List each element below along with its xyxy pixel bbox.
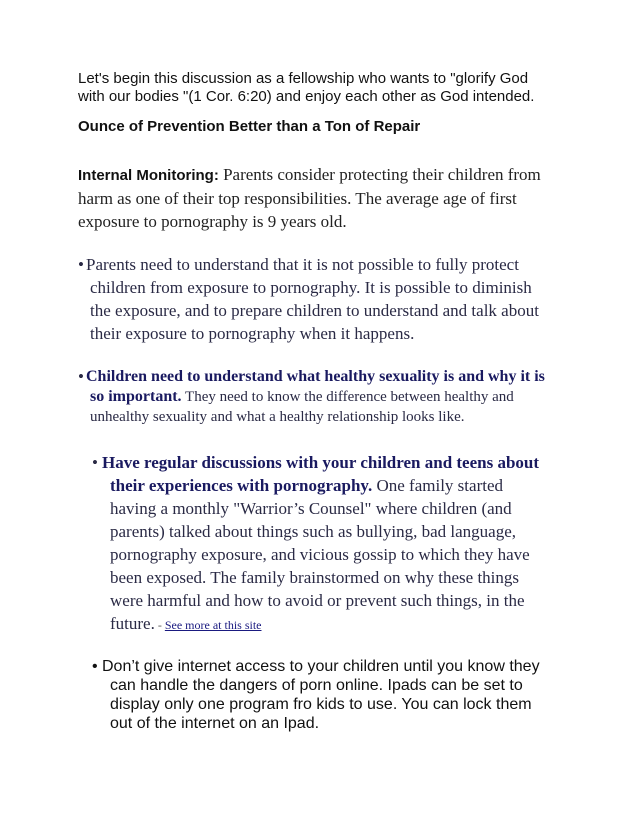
bullet-discussions-future: future.: [110, 614, 155, 633]
bullet-discussions-lead-1: Have regular discussions with your children and teens about: [102, 453, 540, 472]
document-page: [78, 70, 578, 733]
bullet-internet-line-4: out of the internet on an Ipad.: [110, 715, 320, 732]
bullet-parents: [78, 253, 578, 345]
bullet-discussions-line-4: parents) talked about things such as bullying, bad language,: [110, 522, 517, 541]
bullet-marker: •: [92, 453, 98, 472]
section-heading: Ounce of Prevention Better than a Ton of Repair: [78, 118, 421, 135]
internal-line-1: Parents consider protecting their children from: [218, 165, 541, 184]
bullet-internet-line-1: Don’t give internet access to your children until you know they: [102, 658, 540, 675]
bullet-internet-line-3: display only one program fro kids to use. You can lock them: [110, 696, 532, 713]
intro-line-1: Let's begin this discussion as a fellowship who wants to "glorify God: [78, 70, 529, 87]
bullet-marker: •: [92, 658, 98, 675]
bullet-discussions-line-5: pornography exposure, and vicious gossip to which they have: [110, 545, 530, 564]
bullet-discussions-line-2-rest: One family started: [372, 476, 503, 495]
bullet-children-lead-1: Children need to understand what healthy sexuality is and why it is: [86, 368, 545, 385]
bullet-marker: •: [78, 367, 84, 386]
see-more-link[interactable]: See more at this site: [164, 618, 262, 632]
intro-paragraph: [78, 70, 578, 106]
bullet-discussions-line-8: [100, 612, 578, 637]
bullet-parents-line-4: their exposure to pornography when it happens.: [90, 324, 415, 343]
bullet-internet-access: [92, 657, 578, 733]
bullet-discussions-line-7: were harmful and how to avoid or prevent such things, in the: [110, 591, 525, 610]
bullet-discussions-lead-2: their experiences with pornography.: [110, 476, 373, 495]
internal-line-3: exposure to pornography is 9 years old.: [78, 212, 347, 231]
bullet-discussions: [92, 451, 578, 637]
bullet-parents-line-2: children from exposure to pornography. It is possible to diminish: [90, 278, 532, 297]
internal-monitoring-label: Internal Monitoring:: [78, 167, 219, 184]
bullet-children-line-2-rest: They need to know the difference between healthy and: [181, 389, 514, 405]
bullet-discussions-line-3: having a monthly "Warrior’s Counsel" where children (and: [110, 499, 512, 518]
bullet-parents-line-1: Parents need to understand that it is not possible to fully protect: [86, 255, 519, 274]
bullet-children-line-2: [84, 387, 578, 407]
bullet-children: [78, 367, 578, 427]
bullet-marker: •: [78, 255, 84, 274]
bullet-parents-line-3: the exposure, and to prepare children to understand and talk about: [90, 301, 539, 320]
bullet-discussions-line-6: been exposed. The family brainstormed on why these things: [110, 568, 520, 587]
bullet-children-lead-2: so important.: [90, 388, 182, 405]
bullet-children-line-3: unhealthy sexuality and what a healthy relationship looks like.: [90, 409, 465, 425]
see-more-prefix: -: [154, 618, 165, 632]
bullet-discussions-line-2: [100, 474, 578, 497]
internal-line-2: harm as one of their top responsibilities. The average age of first: [78, 189, 517, 208]
bullet-internet-line-2: can handle the dangers of porn online. Ipads can be set to: [110, 677, 523, 694]
internal-monitoring-paragraph: [78, 163, 578, 233]
intro-line-2: with our bodies "(1 Cor. 6:20) and enjoy each other as God intended.: [78, 88, 535, 105]
